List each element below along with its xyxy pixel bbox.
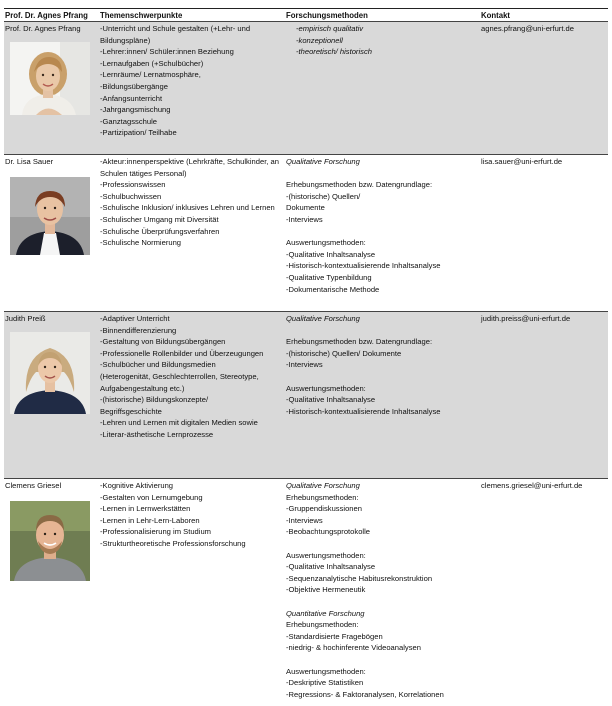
theme-item: -Gestalten von Lernumgebung [100, 492, 203, 502]
theme-item: -Lehrer:innen/ Schüler:innen Beziehung [100, 47, 234, 57]
method-item: -Qualitative Typenbildung [286, 272, 372, 282]
person-photo [10, 177, 90, 255]
method-item: -empirisch qualitativ [296, 24, 364, 33]
theme-item: -Adaptiver Unterricht [100, 314, 170, 323]
email-link[interactable]: judith.preiss@uni-erfurt.de [481, 314, 571, 323]
person-name: Dr. Lisa Sauer [5, 157, 54, 166]
portrait-photo [10, 42, 90, 115]
method-label: Erhebungsmethoden: [286, 620, 359, 630]
theme-item: -Strukturtheoretische Professionsforschung [100, 538, 246, 548]
theme-item: -Schulische Überprüfungsverfahren [100, 226, 220, 236]
theme-item: -Schulbücher und Bildungsmedien [100, 360, 216, 370]
theme-item: -Ganztagsschule [100, 116, 157, 126]
method-item: -(historische) Quellen/ [286, 191, 361, 201]
email-link[interactable]: agnes.pfrang@uni-erfurt.de [481, 24, 574, 33]
method-item: -konzeptionell [296, 35, 343, 45]
method-item: -Objektive Hermeneutik [286, 585, 366, 595]
theme-item: -Schulbuchwissen [100, 191, 162, 201]
method-item: Dokumente [286, 203, 325, 213]
portrait-photo [10, 332, 90, 414]
table-row [4, 479, 608, 701]
method-item: -Sequenzanalytische Habitusrekonstruktion [286, 573, 433, 583]
theme-item: -Lernen in Lehr-Lern-Laboren [100, 515, 200, 525]
theme-item: -Professionalisierung im Studium [100, 527, 211, 537]
method-title: Quantitative Forschung [286, 608, 365, 618]
table-row [4, 22, 608, 155]
theme-item: -Lehren und Lernen mit digitalen Medien sowie [100, 418, 258, 428]
method-label: Auswertungsmethoden: [286, 666, 366, 676]
method-label: Erhebungsmethoden bzw. Datengrundlage: [286, 180, 433, 190]
methods-list [286, 313, 480, 417]
method-label: Auswertungsmethoden: [286, 238, 366, 248]
theme-item: -Jahrgangsmischung [100, 105, 171, 115]
method-item: -Deskriptive Statistiken [286, 678, 364, 688]
person-name: Clemens Griesel [5, 481, 62, 490]
themes-list [100, 23, 284, 139]
table-top-rule [4, 8, 608, 9]
method-item: -Beobachtungsprotokolle [286, 527, 371, 537]
theme-item: -Literar-ästhetische Lernprozesse [100, 429, 214, 439]
header-name: Prof. Dr. Agnes Pfrang [5, 11, 88, 20]
person-name: Prof. Dr. Agnes Pfrang [5, 24, 81, 33]
method-item: -Qualitative Inhaltsanalyse [286, 249, 376, 259]
method-item: -niedrig- & hochinferente Videoanalysen [286, 643, 421, 653]
theme-item: -Lernen in Lernwerkstätten [100, 504, 191, 514]
method-label: Auswertungsmethoden: [286, 383, 366, 393]
method-item: -Qualitative Inhaltsanalyse [286, 562, 376, 572]
method-item: -Interviews [286, 360, 323, 370]
portrait-photo [10, 177, 90, 255]
methods-list [286, 480, 480, 700]
person-name: Judith Preiß [5, 314, 46, 323]
table-row [4, 155, 608, 312]
theme-item: -Bildungsübergänge [100, 81, 168, 91]
method-title: Qualitative Forschung [286, 157, 360, 166]
person-photo [10, 332, 90, 414]
header-themes: Themenschwerpunkte [100, 11, 183, 20]
theme-item: -Professionelle Rollenbilder und Überzeugungen [100, 348, 264, 358]
theme-item: -Akteur:innenperspektive (Lehrkräfte, Schulkinder, an Schulen tätiges Personal) [100, 157, 279, 178]
theme-item: -(historische) Bildungskonzepte/ [100, 395, 209, 405]
themes-list [100, 156, 284, 249]
theme-item: -Professionswissen [100, 180, 166, 190]
method-item: -Qualitative Inhaltsanalyse [286, 395, 376, 405]
theme-item: -Kognitive Aktivierung [100, 481, 174, 490]
theme-item: -Anfangsunterricht [100, 93, 163, 103]
email-link[interactable]: clemens.griesel@uni-erfurt.de [481, 481, 583, 490]
table-row [4, 312, 608, 479]
theme-item: Aufgabengestaltung etc.) [100, 383, 185, 393]
themes-list [100, 480, 284, 550]
theme-item: Begriffsgeschichte [100, 406, 162, 416]
header-contact: Kontakt [481, 11, 511, 20]
method-item: -(historische) Quellen/ Dokumente [286, 348, 402, 358]
method-title: Qualitative Forschung [286, 481, 360, 490]
theme-item: -Lernräume/ Lernatmosphäre, [100, 70, 201, 80]
email-link[interactable]: lisa.sauer@uni-erfurt.de [481, 157, 563, 166]
person-photo [10, 501, 90, 581]
theme-item: -Partizipation/ Teilhabe [100, 128, 177, 138]
method-item: -Interviews [286, 214, 323, 224]
method-item: -Regressions- & Faktoranalysen, Korrelationen [286, 689, 444, 699]
method-title: Qualitative Forschung [286, 314, 360, 323]
theme-item: -Gestaltung von Bildungsübergängen [100, 337, 226, 347]
method-item: -Historisch-kontextualisierende Inhaltsanalyse [286, 261, 441, 271]
theme-item: -Schulische Normierung [100, 238, 182, 248]
theme-item: -Schulische Inklusion/ inklusives Lehren und Lernen [100, 203, 275, 213]
method-label: Erhebungsmethoden: [286, 492, 359, 502]
header-methods: Forschungsmethoden [286, 11, 368, 20]
methods-list [286, 156, 480, 295]
theme-item: -Binnendifferenzierung [100, 325, 177, 335]
theme-item: -Schulischer Umgang mit Diversität [100, 214, 219, 224]
methods-list [286, 23, 480, 58]
method-item: -theoretisch/ historisch [296, 47, 372, 57]
theme-item: -Lernaufgaben (+Schulbücher) [100, 58, 204, 68]
theme-item: -Unterricht und Schule gestalten (+Lehr- und Bildungspläne) [100, 24, 251, 45]
method-item: -Standardisierte Fragebögen [286, 631, 383, 641]
person-photo [10, 42, 90, 115]
method-item: -Interviews [286, 515, 323, 525]
method-item: -Historisch-kontextualisierende Inhaltsanalyse [286, 406, 441, 416]
theme-item: (Heterogenität, Geschlechterrollen, Stereotype, [100, 371, 259, 381]
method-item: -Gruppendiskussionen [286, 504, 362, 514]
portrait-photo [10, 501, 90, 581]
method-item: -Dokumentarische Methode [286, 284, 380, 294]
themes-list [100, 313, 284, 441]
method-label: Auswertungsmethoden: [286, 550, 366, 560]
method-label: Erhebungsmethoden bzw. Datengrundlage: [286, 337, 433, 347]
